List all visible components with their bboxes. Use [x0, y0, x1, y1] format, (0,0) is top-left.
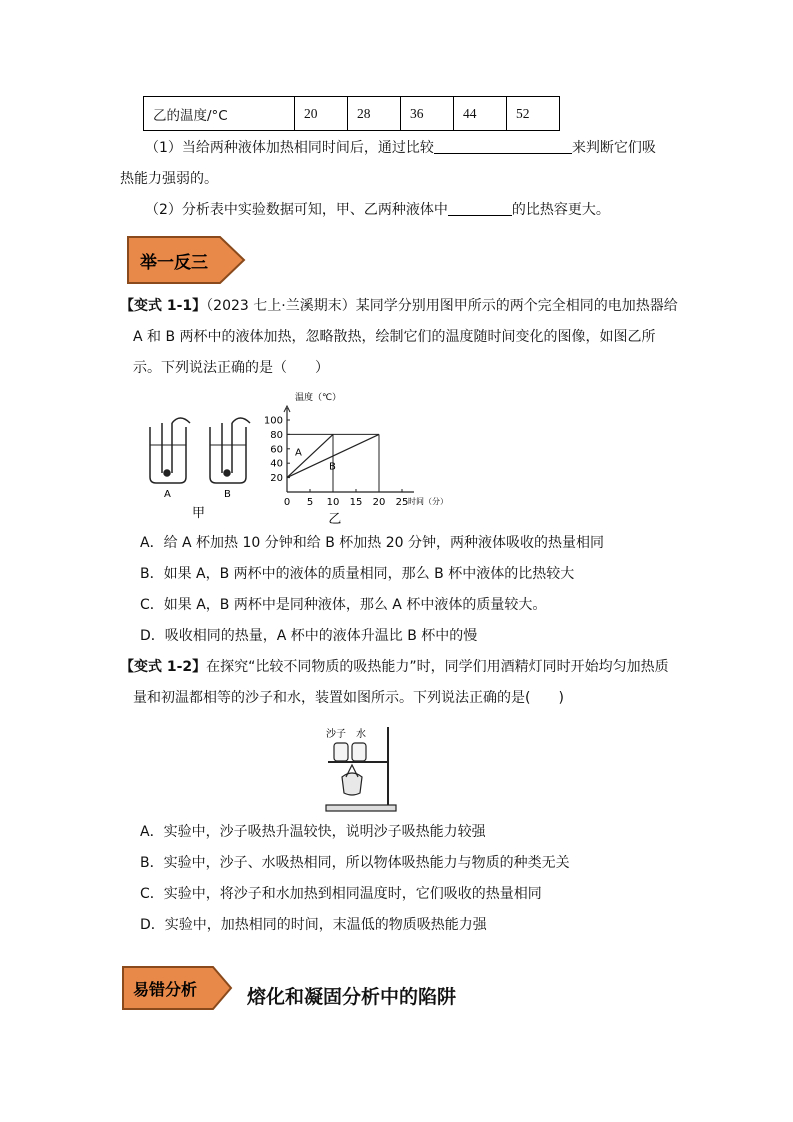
variant-1-option-a[interactable]: A．给 A 杯加热 10 分钟和给 B 杯加热 20 分钟，两种液体吸收的热量相同	[140, 535, 604, 551]
table-cell: 20	[295, 97, 348, 131]
y-tick-label: 40	[270, 458, 283, 470]
variant-2-option-b[interactable]: B．实验中，沙子、水吸热相同，所以物体吸热能力与物质的种类无关	[140, 855, 570, 871]
x-tick-label: 15	[349, 497, 363, 508]
x-tick-label: 5	[306, 497, 314, 508]
variant-2-line-1	[120, 657, 669, 677]
x-tick-label: 10	[326, 497, 340, 508]
variant-1-line-2: A 和 B 两杯中的液体加热，忽略散热，绘制它们的温度随时间变化的图像，如图乙所	[133, 329, 656, 345]
variant-2-option-a[interactable]: A．实验中，沙子吸热升温较快，说明沙子吸热能力较强	[140, 824, 486, 840]
banner-label: 易错分析	[133, 980, 198, 999]
question-2-text-a: （2）分析表中实验数据可知，甲、乙两种液体中	[145, 202, 448, 218]
question-1	[145, 138, 656, 158]
beaker-b-label: B	[224, 489, 231, 500]
heater-beakers-figure	[140, 415, 260, 525]
variant-1-option-c[interactable]: C．如果 A，B 两杯中是同种液体，那么 A 杯中液体的质量较大。	[140, 597, 547, 613]
y-axis-title: 温度（℃）	[295, 393, 342, 403]
variant-2-text-1: 在探究“比较不同物质的吸热能力”时，同学们用酒精灯同时开始均匀加热质	[206, 659, 669, 675]
temperature-time-chart	[255, 388, 448, 527]
table-cell: 44	[454, 97, 507, 131]
section-banner-common-mistakes	[121, 965, 233, 1011]
x-tick-label: 20	[372, 497, 386, 508]
variant-2-option-c[interactable]: C．实验中，将沙子和水加热到相同温度时，它们吸收的热量相同	[140, 886, 542, 902]
variant-1-tag: 【变式 1-1】	[120, 298, 207, 314]
question-1-text-b: 来判断它们吸	[571, 140, 656, 156]
water-label: 水	[356, 729, 366, 740]
x-tick-label: 0	[283, 497, 291, 508]
variant-1-text-1: （2023 七上·兰溪期末）某同学分别用图甲所示的两个完全相同的电加热器给	[206, 298, 678, 314]
section-title: 熔化和凝固分析中的陷阱	[247, 986, 457, 1008]
variant-1-line-1	[120, 296, 678, 316]
variant-1-option-d[interactable]: D．吸收相同的热量，A 杯中的液体升温比 B 杯中的慢	[140, 628, 478, 644]
beaker-a-label: A	[164, 489, 171, 500]
series-label-b: B	[329, 461, 336, 473]
y-tick-label: 80	[270, 429, 283, 441]
figure-caption-right: 乙	[328, 512, 342, 527]
table-row	[144, 97, 560, 131]
table-row-label: 乙的温度/°C	[144, 97, 295, 131]
series-label-a: A	[295, 447, 302, 459]
variant-2-tag: 【变式 1-2】	[120, 659, 207, 675]
x-axis-title: 时间（分）	[408, 497, 448, 506]
sand-label: 沙子	[326, 729, 346, 740]
question-1-text-a: （1）当给两种液体加热相同时间后，通过比较	[145, 140, 434, 156]
table-cell: 36	[401, 97, 454, 131]
banner-label: 举一反三	[140, 253, 208, 273]
temperature-table	[143, 96, 560, 131]
variant-1-option-b[interactable]: B．如果 A，B 两杯中的液体的质量相同，那么 B 杯中液体的比热较大	[140, 566, 575, 582]
x-tick-label: 25	[395, 497, 409, 508]
answer-blank-2[interactable]	[448, 201, 512, 216]
answer-blank-1[interactable]	[434, 139, 572, 154]
beaker-b-drawing	[210, 418, 250, 483]
figure-caption-left: 甲	[192, 506, 206, 521]
variant-2-line-2: 量和初温都相等的沙子和水，装置如图所示。下列说法正确的是( )	[133, 690, 564, 706]
table-cell: 52	[507, 97, 560, 131]
question-1-cont: 热能力强弱的。	[120, 171, 218, 187]
table-cell: 28	[348, 97, 401, 131]
variant-1-line-3: 示。下列说法正确的是（ ）	[133, 360, 329, 376]
series-line-a	[287, 434, 333, 477]
sand-water-apparatus-figure	[322, 725, 404, 813]
question-2	[145, 200, 610, 220]
y-tick-label: 100	[263, 415, 283, 427]
section-banner-practice	[126, 235, 246, 285]
variant-2-option-d[interactable]: D．实验中，加热相同的时间，末温低的物质吸热能力强	[140, 917, 487, 933]
y-tick-label: 60	[270, 444, 283, 456]
beaker-a-drawing	[150, 418, 190, 483]
question-2-text-b: 的比热容更大。	[511, 202, 610, 218]
y-tick-label: 20	[270, 473, 283, 485]
